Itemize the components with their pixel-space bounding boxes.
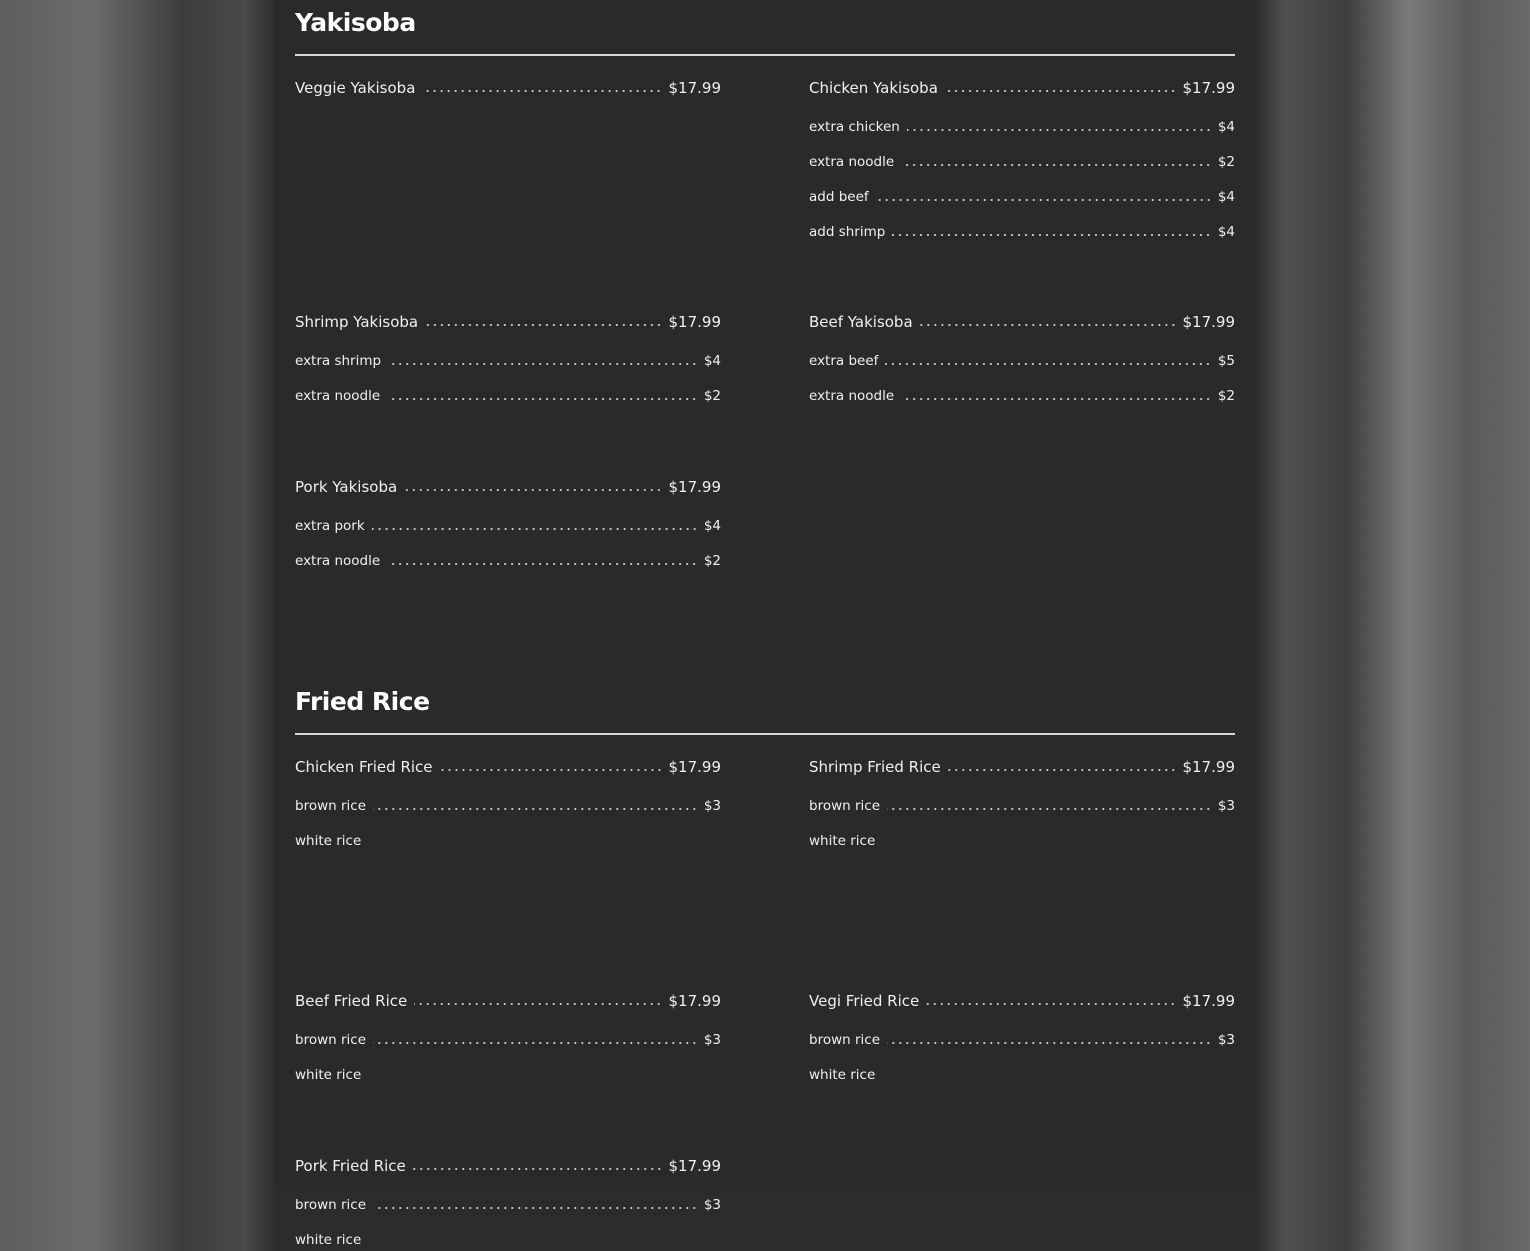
option-price: $3 (1217, 1032, 1235, 1048)
option-price: $2 (703, 388, 721, 404)
option-price: $2 (1217, 154, 1235, 170)
section-divider (295, 54, 1235, 56)
item-price: $17.99 (668, 758, 721, 776)
option-name: white rice (295, 1232, 362, 1248)
menu-option-row (295, 550, 721, 572)
dot-leader (892, 234, 1211, 236)
option-name: white rice (809, 1067, 876, 1083)
menu-item-row (295, 476, 721, 498)
dot-leader (422, 90, 662, 92)
option-price: $4 (703, 518, 721, 534)
option-name: extra noodle (809, 388, 895, 404)
item-price: $17.99 (668, 478, 721, 496)
dot-leader (887, 1042, 1212, 1044)
dot-leader (948, 769, 1177, 771)
option-price: $3 (703, 798, 721, 814)
option-name: extra noodle (295, 388, 381, 404)
menu-option-row (295, 350, 721, 372)
item-price: $17.99 (668, 79, 721, 97)
item-price: $17.99 (668, 992, 721, 1010)
option-name: brown rice (295, 1197, 367, 1213)
menu-option-row (809, 385, 1235, 407)
option-name: extra noodle (809, 154, 895, 170)
option-name: brown rice (809, 798, 881, 814)
menu-option-row (295, 1229, 361, 1251)
menu-option-row (809, 830, 875, 852)
item-name: Beef Fried Rice (295, 992, 408, 1010)
option-name: extra pork (295, 518, 365, 534)
option-name: white rice (295, 1067, 362, 1083)
menu-option-row (809, 151, 1235, 173)
dot-leader (372, 528, 698, 530)
dot-leader (885, 363, 1211, 365)
dot-leader (373, 808, 698, 810)
item-name: Pork Yakisoba (295, 478, 398, 496)
option-price: $5 (1217, 353, 1235, 369)
menu-option-row (295, 1194, 721, 1216)
option-price: $4 (1217, 119, 1235, 135)
option-name: add beef (809, 189, 869, 205)
option-price: $3 (703, 1032, 721, 1048)
menu-option-row (809, 186, 1235, 208)
item-price: $17.99 (1182, 992, 1235, 1010)
option-name: white rice (809, 833, 876, 849)
dot-leader (404, 489, 662, 491)
item-name: Beef Yakisoba (809, 313, 913, 331)
menu-option-row (809, 350, 1235, 372)
menu-option-row (295, 385, 721, 407)
option-price: $4 (703, 353, 721, 369)
menu-panel (275, 0, 1255, 1248)
item-name: Vegi Fried Rice (809, 992, 920, 1010)
option-name: extra beef (809, 353, 879, 369)
menu-option-row (809, 1064, 875, 1086)
dot-leader (945, 90, 1177, 92)
dot-leader (414, 1003, 662, 1005)
dot-leader (920, 324, 1177, 326)
item-price: $17.99 (668, 313, 721, 331)
option-price: $4 (1217, 189, 1235, 205)
section-title: Yakisoba (295, 8, 416, 37)
menu-item-row (809, 756, 1235, 778)
dot-leader (388, 363, 698, 365)
menu-item-row (809, 311, 1235, 333)
menu-option-row (295, 830, 361, 852)
dot-leader (901, 164, 1212, 166)
menu-item-row (295, 77, 721, 99)
item-price: $17.99 (1182, 313, 1235, 331)
menu-option-row (295, 1064, 361, 1086)
option-name: brown rice (295, 1032, 367, 1048)
dot-leader (901, 398, 1212, 400)
option-price: $3 (1217, 798, 1235, 814)
option-price: $3 (703, 1197, 721, 1213)
option-name: white rice (295, 833, 362, 849)
dot-leader (373, 1042, 698, 1044)
menu-option-row (295, 1029, 721, 1051)
option-name: brown rice (809, 1032, 881, 1048)
option-name: brown rice (295, 798, 367, 814)
option-name: extra shrimp (295, 353, 382, 369)
section-title: Fried Rice (295, 687, 430, 716)
dot-leader (413, 1168, 663, 1170)
menu-option-row (809, 116, 1235, 138)
dot-leader (387, 398, 698, 400)
menu-option-row (295, 515, 721, 537)
menu-option-row (295, 795, 721, 817)
item-name: Chicken Fried Rice (295, 758, 433, 776)
menu-option-row (809, 221, 1235, 243)
menu-item-row (295, 311, 721, 333)
menu-item-row (809, 77, 1235, 99)
item-name: Shrimp Yakisoba (295, 313, 419, 331)
dot-leader (387, 563, 698, 565)
dot-leader (440, 769, 663, 771)
menu-item-row (809, 990, 1235, 1012)
dot-leader (887, 808, 1212, 810)
section-divider (295, 733, 1235, 735)
dot-leader (876, 199, 1212, 201)
item-name: Shrimp Fried Rice (809, 758, 941, 776)
dot-leader (926, 1003, 1176, 1005)
menu-option-row (809, 795, 1235, 817)
item-name: Veggie Yakisoba (295, 79, 416, 97)
item-price: $17.99 (1182, 758, 1235, 776)
dot-leader (907, 129, 1212, 131)
item-price: $17.99 (1182, 79, 1235, 97)
dot-leader (425, 324, 662, 326)
item-price: $17.99 (668, 1157, 721, 1175)
option-name: extra chicken (809, 119, 900, 135)
menu-item-row (295, 756, 721, 778)
menu-option-row (809, 1029, 1235, 1051)
option-name: add shrimp (809, 224, 886, 240)
option-price: $2 (703, 553, 721, 569)
item-name: Chicken Yakisoba (809, 79, 938, 97)
option-price: $2 (1217, 388, 1235, 404)
item-name: Pork Fried Rice (295, 1157, 406, 1175)
menu-item-row (295, 1155, 721, 1177)
dot-leader (373, 1207, 698, 1209)
option-price: $4 (1217, 224, 1235, 240)
option-name: extra noodle (295, 553, 381, 569)
menu-item-row (295, 990, 721, 1012)
